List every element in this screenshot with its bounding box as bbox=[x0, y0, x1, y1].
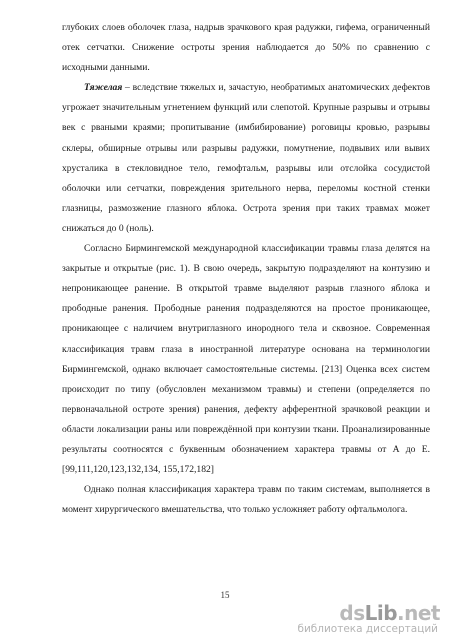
paragraph-conclusion bbox=[62, 480, 430, 520]
watermark-logo[interactable] bbox=[339, 601, 440, 625]
paragraph-continuation bbox=[62, 18, 430, 78]
paragraph-classification bbox=[62, 239, 430, 480]
paragraph-text: Согласно Бирмингемской международной классификации травмы глаза делятся на закрытые и открытые (рис. 1). В свою очередь, закрытую подразделяют на контузию и непроникающее ранение. В открытой травме выделяют разрыв глазного яблока и прободные ранения. Прободные ранения подразделяются на простое проникающее, проникающее с наличием внутриглазного инородного тела и сквозное. Современная классификация травм глаза в иностранной литературе основана на терминологии Бирмингемской, однако включает самостоятельные системы. [213] Оценка всех систем происходит по типу (обусловлен механизмом травмы) и степени (определяется по первоначальной остроте зрения) ранения, дефекту афферентной зрачковой реакции и области локализации раны или повреждённой при контузии ткани. Проанализированные результаты соотносятся с буквенным обозначением характера травмы от А до Е. [99,111,120,123,132,134, 155,172,182] bbox=[62, 243, 430, 476]
logo-lib: Lib bbox=[364, 601, 398, 625]
watermark[interactable] bbox=[270, 603, 440, 635]
watermark-caption: библиотека диссертаций bbox=[297, 623, 438, 635]
logo-net: .net bbox=[397, 601, 440, 625]
paragraph-severe bbox=[62, 78, 430, 239]
paragraph-text: глубоких слоев оболочек глаза, надрыв зрачкового края радужки, гифема, ограниченный отек сетчатки. Снижение остроты зрения наблюдается до 50% по сравнению с исходными данными. bbox=[62, 22, 430, 74]
paragraph-text: – вследствие тяжелых и, зачастую, необратимых анатомических дефектов угрожает значительным угнетением функций или слепотой. Крупные разрывы и отрывы век с рваными краями; пропитывание (имбибирование) роговицы кровью, разрывы склеры, обширные отрывы или разрывы радужки, помутнение, подвывих или вывих хрусталика в стекловидное тело, гемофтальм, разрывы или отслойка сосудистой оболочки или сетчатки, повреждения зрительного нерва, переломы костной стенки глазницы, размозжение глазного яблока. Острота зрения при таких травмах может снижаться до 0 (ноль). bbox=[62, 82, 430, 234]
paragraph-text: Однако полная классификация характера травм по таким системам, выполняется в момент хирургического вмешательства, что только усложняет работу офтальмолога. bbox=[62, 484, 430, 516]
logo-ds: ds bbox=[339, 601, 365, 625]
term-severe: Тяжелая bbox=[84, 82, 123, 94]
page-number: 15 bbox=[220, 590, 230, 600]
body-text bbox=[62, 18, 430, 520]
